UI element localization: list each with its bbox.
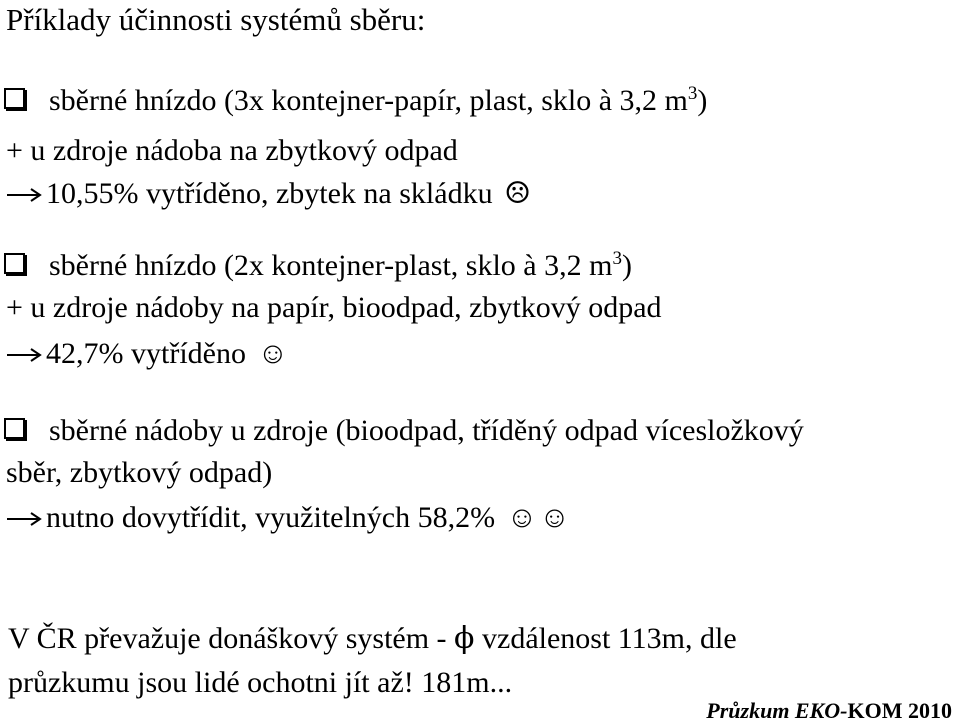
block1-line3: 10,55% vytříděno, zbytek na skládku ☹ <box>6 175 531 213</box>
smiling-face-icon: ☺ <box>257 337 289 370</box>
smiling-face-icon: ☺ <box>539 501 570 534</box>
source-citation: Průzkum EKO-KOM 2010 <box>706 698 952 723</box>
block3-line2: sběr, zbytkový odpad) <box>6 456 273 489</box>
checkbox-icon <box>4 253 25 274</box>
smiling-face-icon: ☺ <box>506 501 538 534</box>
right-arrow-icon <box>6 507 42 527</box>
slide-title: Příklady účinnosti systémů sběru: <box>6 2 426 37</box>
block3-line3: nutno dovytřídit, využitelných 58,2% ☺☺ <box>6 499 570 537</box>
checkbox-icon <box>4 88 25 109</box>
block1-line2: + u zdroje nádoba na zbytkový odpad <box>6 134 458 167</box>
summary-line1: V ČR převažuje donáškový systém - ϕ vzdálenost 113m, dle <box>8 621 737 656</box>
right-arrow-icon <box>6 343 42 363</box>
right-arrow-icon <box>6 183 42 203</box>
block2-line3: 42,7% vytříděno ☺ <box>6 335 288 373</box>
block3-line1: sběrné nádoby u zdroje (bioodpad, tříděný odpad vícesložkový <box>4 412 804 450</box>
block2-line2: + u zdroje nádoby na papír, bioodpad, zbytkový odpad <box>6 291 662 324</box>
summary-line2: průzkumu jsou lidé ochotni jít až! 181m... <box>8 666 513 699</box>
checkbox-icon <box>4 418 25 439</box>
phi-symbol: ϕ <box>454 621 475 656</box>
frowning-face-icon: ☹ <box>504 177 531 210</box>
block1-line1: sběrné hnízdo (3x kontejner-papír, plast, sklo à 3,2 $m^3$) <box>4 82 707 120</box>
block2-line1: sběrné hnízdo (2x kontejner-plast, sklo à 3,2 $m^3$) <box>4 247 632 285</box>
